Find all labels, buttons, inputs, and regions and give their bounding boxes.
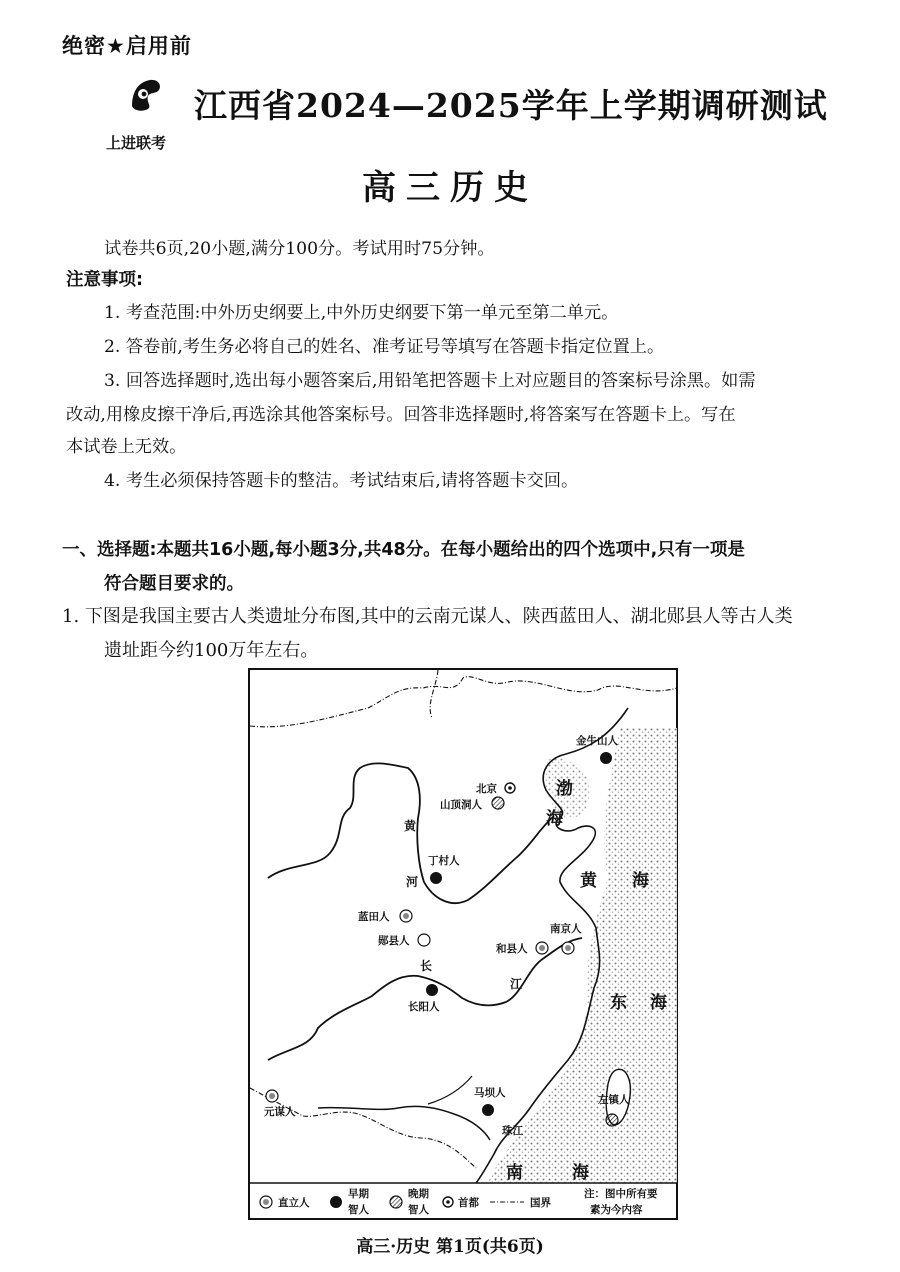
homo-erectus-marker — [418, 934, 430, 946]
sea-label: 渤 — [556, 779, 573, 799]
exam-logo-icon — [128, 76, 164, 112]
exam-title: 江西省2024—2025学年上学期调研测试 — [194, 86, 828, 125]
river-label: 江 — [510, 977, 523, 991]
sea-label: 黄 — [580, 871, 597, 891]
question-1-stem: 1. 下图是我国主要古人类遗址分布图,其中的云南元谋人、陕西蓝田人、湖北郧县人等古人类 — [62, 606, 793, 627]
capital-label: 北京 — [476, 783, 497, 795]
river-label: 黄 — [404, 819, 417, 833]
early-homo-sapiens-marker — [482, 1104, 494, 1116]
site-label: 金牛山人 — [576, 735, 618, 747]
notice-item: 3. 回答选择题时,选出每小题答案后,用铅笔把答题卡上对应题目的答案标号涂黑。如需 — [104, 371, 756, 391]
site-label: 元谋人 — [264, 1106, 296, 1118]
legend-label: 早期 — [348, 1188, 369, 1200]
sea-label: 海 — [546, 809, 563, 829]
site-label: 长阳人 — [408, 1001, 440, 1013]
section-heading: 一、选择题:本题共16小题,每小题3分,共48分。在每小题给出的四个选项中,只有一项是 — [62, 540, 745, 560]
river-label: 长 — [420, 959, 433, 973]
late-homo-sapiens-marker — [606, 1114, 618, 1126]
legend-note: 素为今内容 — [590, 1204, 643, 1216]
sea-label: 南 — [506, 1163, 523, 1183]
site-label: 南京人 — [550, 923, 582, 935]
notice-item-continued: 改动,用橡皮擦干净后,再选涂其他答案标号。回答非选择题时,将答案写在答题卡上。写在 — [66, 405, 736, 425]
confidential-mark: 绝密★启用前 — [62, 34, 192, 58]
sea-label: 海 — [632, 871, 649, 891]
site-label: 丁村人 — [428, 855, 460, 867]
exam-logo-label: 上进联考 — [106, 134, 167, 152]
site-label: 和县人 — [496, 943, 528, 955]
sea-label: 海 — [650, 993, 667, 1013]
legend-label: 智人 — [408, 1204, 429, 1216]
question-1-stem-continued: 遗址距今约100万年左右。 — [104, 640, 319, 661]
page-footer: 高三·历史 第1页(共6页) — [356, 1237, 544, 1257]
legend-label: 智人 — [348, 1204, 369, 1216]
site-label: 左镇人 — [598, 1094, 630, 1106]
notice-item-continued: 本试卷上无效。 — [66, 437, 187, 457]
notice-item: 4. 考生必须保持答题卡的整洁。考试结束后,请将答题卡交回。 — [104, 471, 579, 491]
notice-heading: 注意事项: — [66, 270, 143, 290]
early-homo-sapiens-marker — [430, 872, 442, 884]
site-label: 山顶洞人 — [440, 799, 482, 811]
ancient-human-sites-map — [248, 668, 678, 1220]
subject-title: 高三历史 — [362, 168, 538, 208]
site-label: 马坝人 — [474, 1087, 506, 1099]
river-label: 珠江 — [502, 1125, 523, 1137]
legend-label: 首都 — [458, 1197, 479, 1209]
site-label: 郧县人 — [378, 935, 410, 947]
legend-label: 直立人 — [278, 1197, 310, 1209]
river-label: 河 — [406, 875, 419, 889]
notice-item: 1. 考查范围:中外历史纲要上,中外历史纲要下第一单元至第二单元。 — [104, 303, 619, 323]
legend-label: 国界 — [530, 1197, 551, 1209]
legend-label: 晚期 — [408, 1188, 429, 1200]
exam-intro: 试卷共6页,20小题,满分100分。考试用时75分钟。 — [104, 239, 495, 259]
early-homo-sapiens-marker — [600, 752, 612, 764]
section-heading-continued: 符合题目要求的。 — [104, 574, 244, 594]
notice-item: 2. 答卷前,考生务必将自己的姓名、准考证号等填写在答题卡指定位置上。 — [104, 337, 665, 357]
legend-note: 注：图中所有要 — [584, 1188, 658, 1200]
sea-label: 东 — [610, 993, 627, 1013]
early-homo-sapiens-marker — [426, 984, 438, 996]
late-homo-sapiens-marker — [492, 797, 504, 809]
sea-label: 海 — [572, 1163, 589, 1183]
site-label: 蓝田人 — [358, 911, 390, 923]
